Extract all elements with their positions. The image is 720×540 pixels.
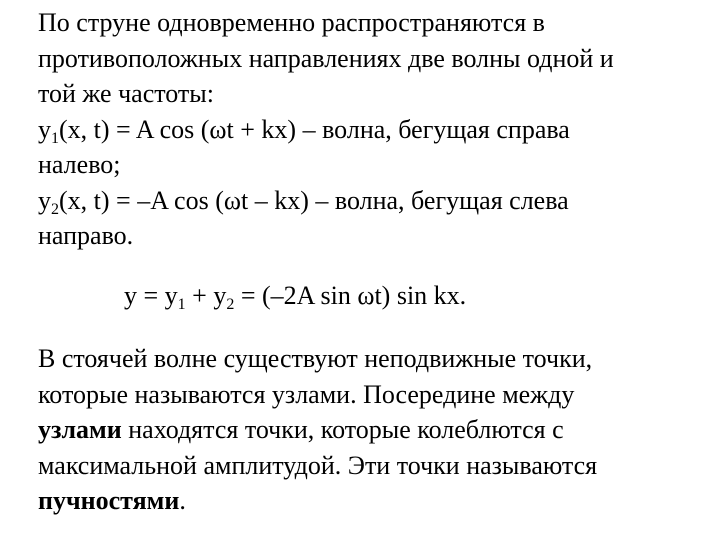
standing-wave-paragraph bbox=[38, 341, 698, 519]
wave2-variable: y bbox=[38, 185, 51, 215]
wave2-subscript: 2 bbox=[51, 200, 59, 218]
standing-line-4: максимальной амплитудой. Эти точки называются bbox=[38, 450, 598, 480]
intro-line-1: По струне одновременно распространяются в bbox=[38, 8, 545, 37]
standing-line-2: которые называются узлами. Посередине между bbox=[38, 379, 575, 409]
standing-line-5-rest: . bbox=[179, 486, 186, 515]
wave2-continuation: направо. bbox=[38, 221, 134, 250]
superposition-formula bbox=[124, 278, 466, 314]
standing-line-3-rest: находятся точки, которые колеблются с bbox=[121, 415, 564, 444]
standing-line-1: В стоячей волне существуют неподвижные точки, bbox=[38, 344, 593, 373]
standing-line-3 bbox=[38, 412, 698, 448]
nodes-term: узлами bbox=[38, 415, 122, 444]
standing-line-5 bbox=[38, 483, 698, 519]
wave1-equation bbox=[38, 112, 698, 148]
wave1-variable: y bbox=[38, 114, 51, 144]
wave1-continuation: налево; bbox=[38, 150, 121, 179]
sum-part-2: + y bbox=[185, 281, 227, 310]
sum-subscript-1: 1 bbox=[177, 296, 186, 313]
wave1-expression: (x, t) = A cos (ωt + kx) – волна, бегущая справа bbox=[59, 114, 570, 144]
wave2-expression: (x, t) = –A cos (ωt – kx) – волна, бегущая слева bbox=[59, 185, 569, 215]
sum-part-1: y = y bbox=[124, 281, 178, 310]
antinodes-term: пучностями bbox=[38, 486, 180, 515]
wave2-equation bbox=[38, 183, 698, 219]
sum-part-3: = (–2A sin ωt) sin kx. bbox=[234, 281, 467, 310]
wave-definition-paragraph bbox=[38, 5, 698, 254]
sum-subscript-2: 2 bbox=[226, 296, 235, 313]
intro-line-3: той же частоты: bbox=[38, 79, 214, 108]
intro-line-2: противоположных направлениях две волны одной и bbox=[38, 43, 614, 73]
wave1-subscript: 1 bbox=[51, 129, 59, 147]
